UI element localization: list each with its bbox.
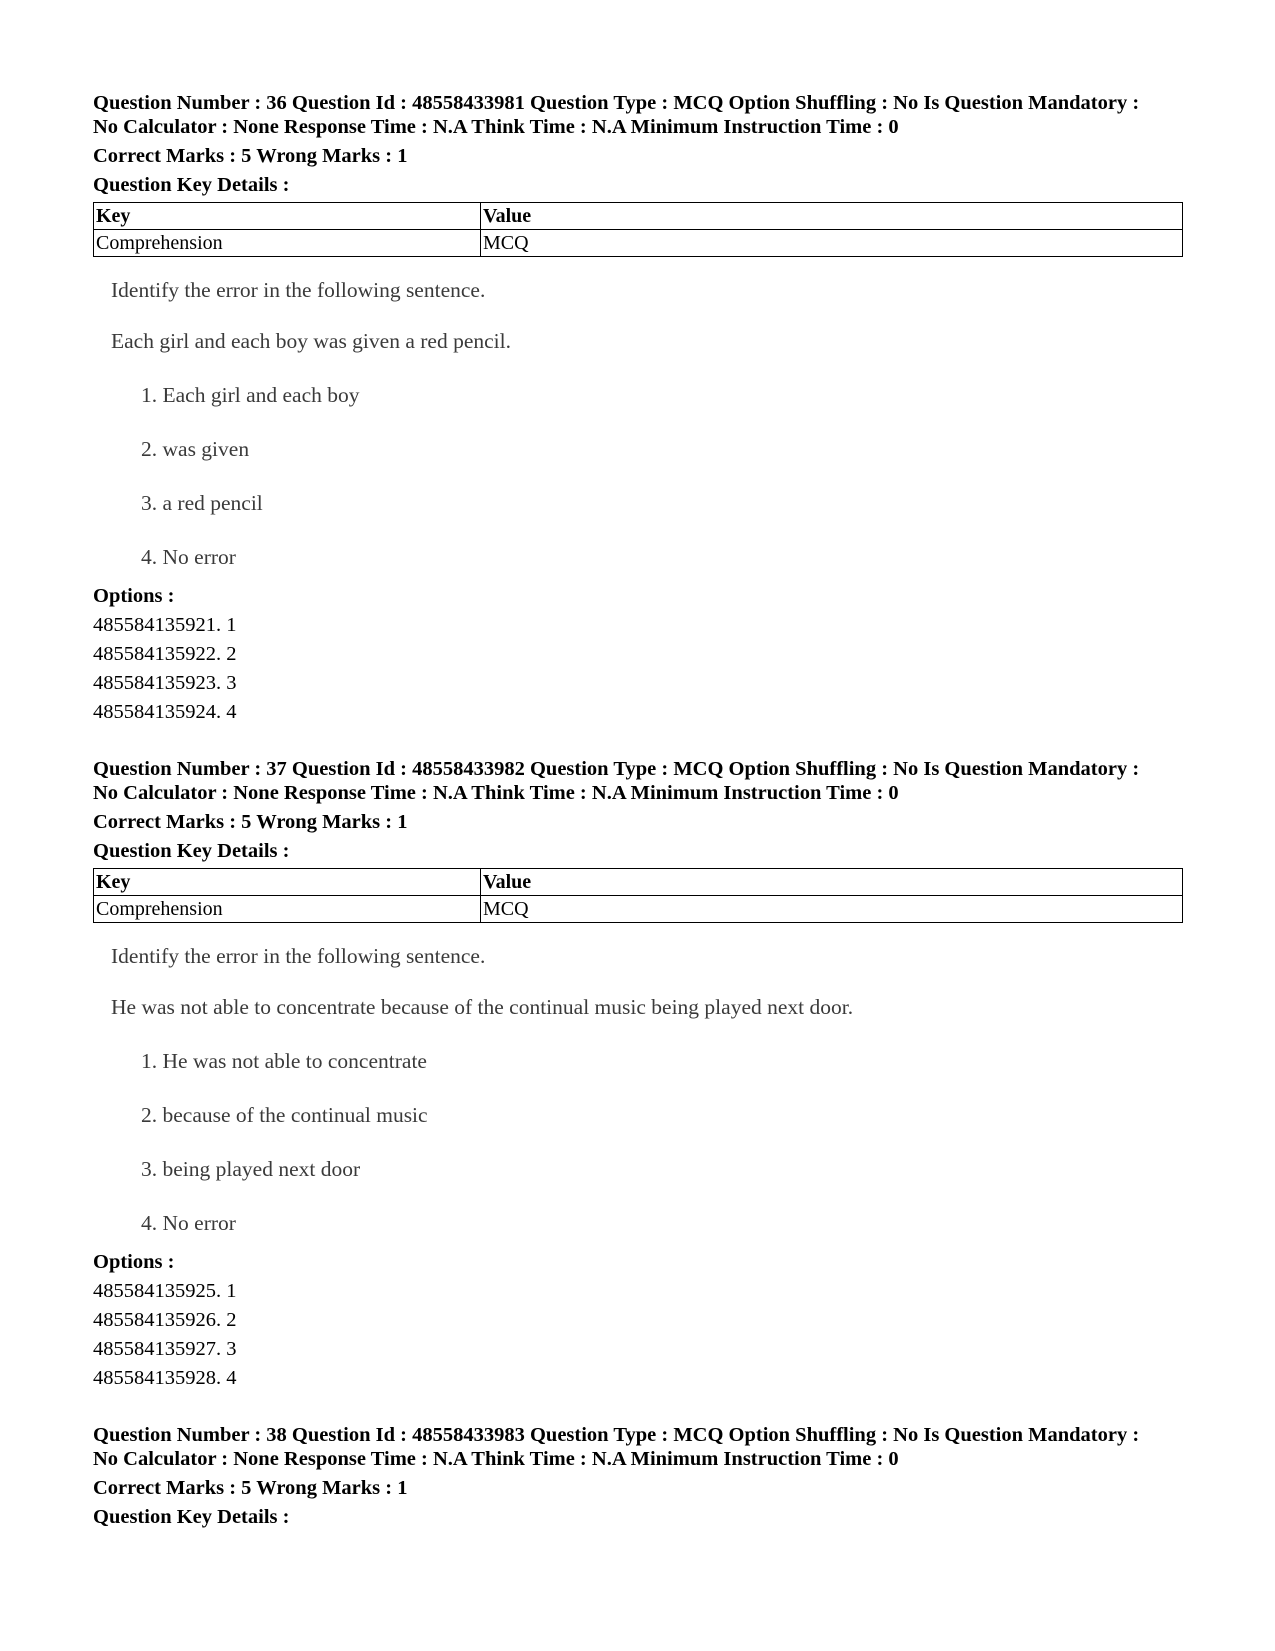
choice-item: 1. Each girl and each boy [141, 383, 360, 407]
marks-line: Correct Marks : 5 Wrong Marks : 1 [93, 811, 408, 833]
question-meta [93, 757, 1183, 805]
choice-item: 1. He was not able to concentrate [141, 1049, 427, 1073]
key-table-header-row [94, 203, 1183, 230]
question-image [93, 275, 1183, 572]
key-table-row [94, 230, 1183, 257]
choice-item: 2. because of the continual music [141, 1103, 428, 1127]
key-cell: Comprehension [94, 230, 481, 257]
value-cell: MCQ [481, 230, 1183, 257]
question-block-38 [93, 1423, 1183, 1529]
option-item: 485584135924. 4 [93, 701, 237, 723]
question-meta-line-2: No Calculator : None Response Time : N.A Think Time : N.A Minimum Instruction Time : 0 [93, 782, 899, 804]
key-details-heading: Question Key Details : [93, 1506, 290, 1528]
question-meta-line-2: No Calculator : None Response Time : N.A Think Time : N.A Minimum Instruction Time : 0 [93, 116, 899, 138]
question-meta-line-1: Question Number : 38 Question Id : 48558433983 Question Type : MCQ Option Shuffling : No Is Question Mandatory : [93, 1424, 1140, 1446]
key-details-table [93, 202, 1183, 257]
question-meta [93, 1423, 1183, 1471]
option-item: 485584135921. 1 [93, 614, 237, 636]
question-block-37 [93, 757, 1183, 1390]
key-cell: Comprehension [94, 896, 481, 923]
choice-item: 3. being played next door [141, 1157, 361, 1181]
choice-item: 4. No error [141, 1211, 236, 1235]
question-meta-line-1: Question Number : 36 Question Id : 48558433981 Question Type : MCQ Option Shuffling : No Is Question Mandatory : [93, 92, 1140, 114]
key-details-table [93, 868, 1183, 923]
question-sentence: Each girl and each boy was given a red pencil. [111, 329, 511, 353]
key-table-row [94, 896, 1183, 923]
choice-item: 2. was given [141, 437, 250, 461]
option-item: 485584135928. 4 [93, 1367, 237, 1389]
option-item: 485584135925. 1 [93, 1280, 237, 1302]
key-header-cell: Key [94, 869, 481, 896]
question-image [93, 941, 1183, 1238]
key-header-cell: Key [94, 203, 481, 230]
value-cell: MCQ [481, 896, 1183, 923]
question-paper [93, 91, 1183, 1562]
question-prompt: Identify the error in the following sentence. [111, 278, 486, 302]
options-heading: Options : [93, 1251, 175, 1273]
choice-list [93, 380, 1183, 572]
question-meta [93, 91, 1183, 139]
marks-line: Correct Marks : 5 Wrong Marks : 1 [93, 145, 408, 167]
option-item: 485584135922. 2 [93, 643, 237, 665]
key-details-heading: Question Key Details : [93, 840, 290, 862]
key-table-header-row [94, 869, 1183, 896]
option-item: 485584135927. 3 [93, 1338, 237, 1360]
question-sentence: He was not able to concentrate because of the continual music being played next door. [111, 995, 854, 1019]
option-item: 485584135926. 2 [93, 1309, 237, 1331]
option-item: 485584135923. 3 [93, 672, 237, 694]
value-header-cell: Value [481, 869, 1183, 896]
question-block-36 [93, 91, 1183, 724]
value-header-cell: Value [481, 203, 1183, 230]
marks-line: Correct Marks : 5 Wrong Marks : 1 [93, 1477, 408, 1499]
key-details-heading: Question Key Details : [93, 174, 290, 196]
choice-list [93, 1046, 1183, 1238]
question-meta-line-1: Question Number : 37 Question Id : 48558433982 Question Type : MCQ Option Shuffling : No Is Question Mandatory : [93, 758, 1140, 780]
question-meta-line-2: No Calculator : None Response Time : N.A Think Time : N.A Minimum Instruction Time : 0 [93, 1448, 899, 1470]
options-heading: Options : [93, 585, 175, 607]
choice-item: 3. a red pencil [141, 491, 263, 515]
choice-item: 4. No error [141, 545, 236, 569]
question-prompt: Identify the error in the following sentence. [111, 944, 486, 968]
